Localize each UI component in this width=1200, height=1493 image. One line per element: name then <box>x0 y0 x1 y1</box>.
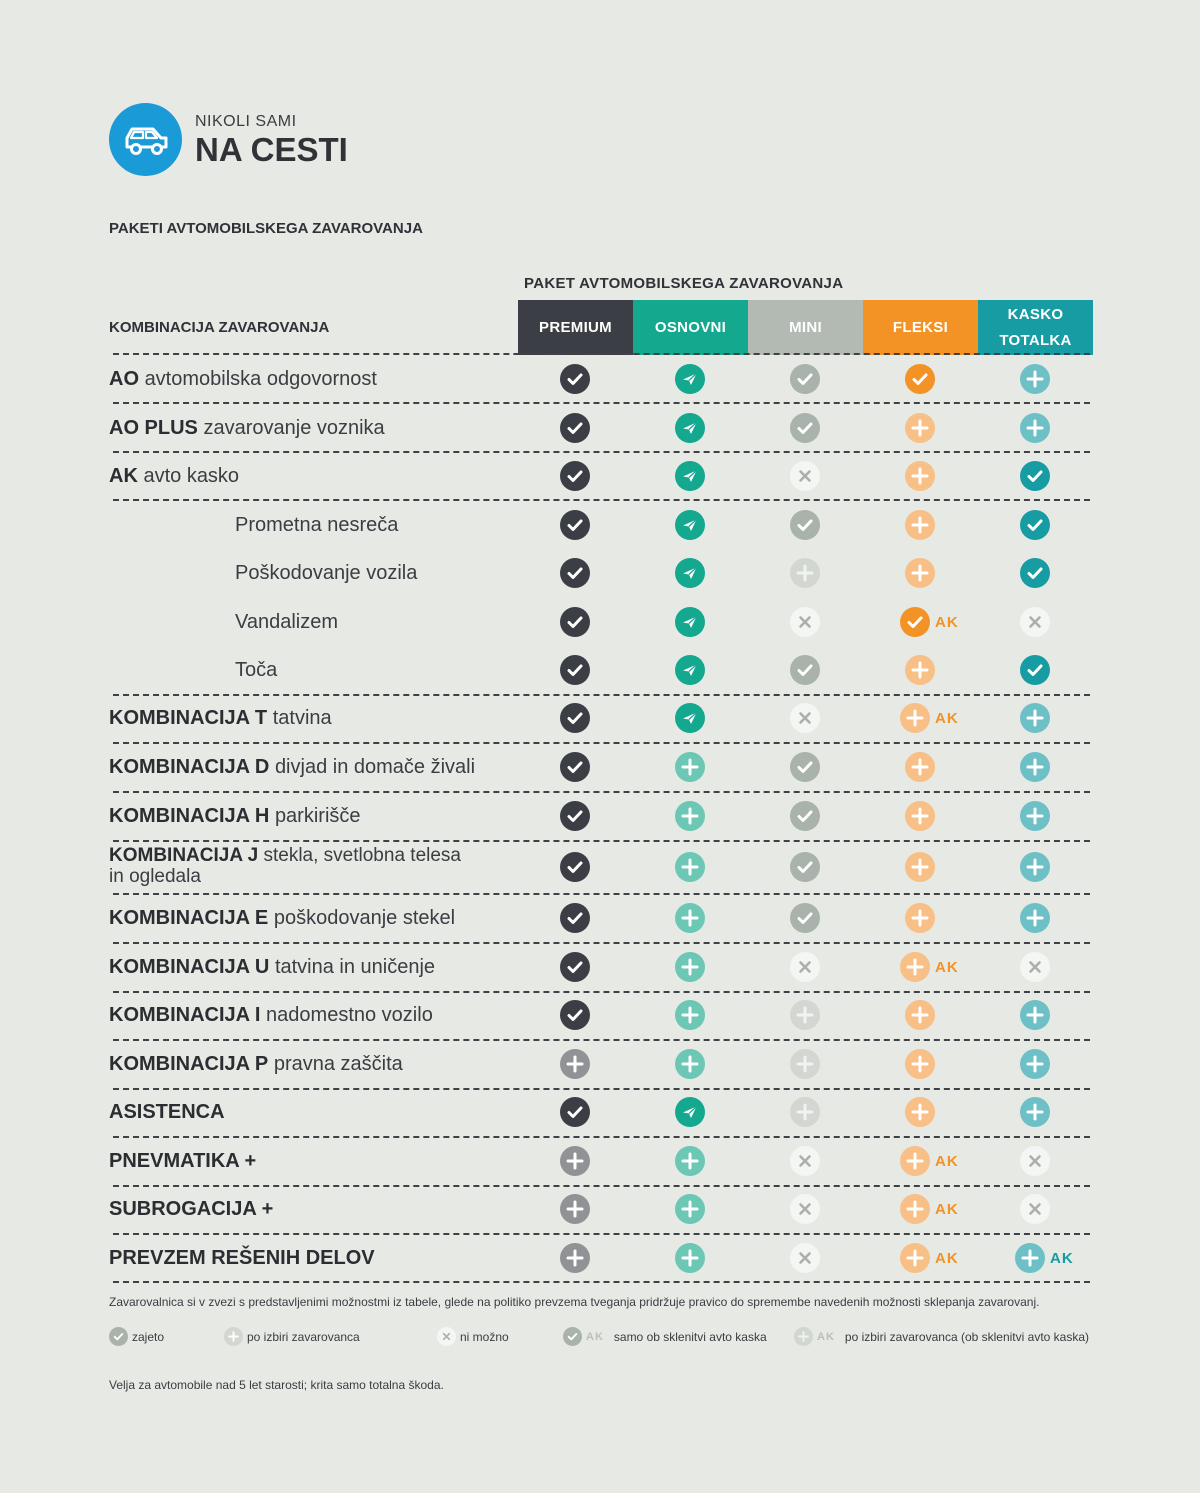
cell-fleksi <box>905 461 935 491</box>
cell-mini <box>790 1000 820 1030</box>
cell-mini <box>790 1049 820 1079</box>
row-label-bold: KOMBINACIJA P <box>109 1053 269 1075</box>
cell-osnovni <box>675 703 705 733</box>
check-icon <box>900 607 930 637</box>
cell-fleksi <box>905 558 935 588</box>
paper-plane-check-icon <box>675 607 705 637</box>
cell-osnovni <box>675 364 705 394</box>
cell-fleksi <box>905 1049 935 1079</box>
cell-kasko <box>1020 558 1050 588</box>
check-icon <box>790 413 820 443</box>
cell-kasko <box>1020 752 1050 782</box>
cell-premium <box>560 1097 590 1127</box>
row-label <box>109 1101 225 1123</box>
row-label <box>235 611 338 633</box>
check-icon <box>790 510 820 540</box>
cell-fleksi <box>905 1097 935 1127</box>
cell-osnovni <box>675 852 705 882</box>
row-label-bold: KOMBINACIJA D <box>109 756 270 778</box>
row-label-text: Toča <box>235 659 278 681</box>
row-label <box>109 1247 375 1269</box>
check-icon <box>905 364 935 394</box>
column-header-premium: PREMIUM <box>518 300 633 355</box>
row-label-text: nadomestno vozilo <box>266 1004 433 1026</box>
cell-premium <box>560 655 590 685</box>
cell-osnovni <box>675 607 705 637</box>
cell-premium <box>560 607 590 637</box>
row-label-bold: PREVZEM REŠENIH DELOV <box>109 1247 375 1269</box>
row-divider <box>113 1233 1090 1235</box>
cell-fleksi <box>905 413 935 443</box>
cell-osnovni <box>675 1243 705 1273</box>
cross-icon <box>437 1327 456 1346</box>
cell-fleksi <box>905 801 935 831</box>
footnote: Velja za avtomobile nad 5 let starosti; krita samo totalna škoda. <box>109 1378 444 1392</box>
row-label <box>109 1150 256 1172</box>
cell-premium <box>560 852 590 882</box>
row-label-text: avto kasko <box>143 465 240 487</box>
cell-kasko <box>1020 801 1050 831</box>
paper-plane-check-icon <box>675 655 705 685</box>
legend-ak-badge: AK <box>586 1330 604 1343</box>
cell-kasko <box>1020 952 1050 982</box>
ak-badge: AK <box>935 1200 959 1218</box>
row-label <box>235 514 398 536</box>
row-label <box>109 1004 433 1026</box>
plus-icon <box>790 1000 820 1030</box>
plus-icon <box>1020 1049 1050 1079</box>
cell-premium <box>560 752 590 782</box>
row-divider <box>113 1088 1090 1090</box>
cell-kasko <box>1020 461 1050 491</box>
plus-icon <box>560 1194 590 1224</box>
plus-icon <box>560 1243 590 1273</box>
paper-plane-check-icon <box>675 1097 705 1127</box>
row-label-bold: KOMBINACIJA I <box>109 1004 261 1026</box>
row-label-bold: PNEVMATIKA + <box>109 1150 257 1172</box>
row-label-bold: AO <box>109 368 139 390</box>
row-label-text: divjad in domače živali <box>274 756 476 778</box>
row-label <box>109 707 332 729</box>
cell-osnovni <box>675 801 705 831</box>
paper-plane-check-icon <box>675 364 705 394</box>
plus-icon <box>1020 1000 1050 1030</box>
cross-icon <box>790 952 820 982</box>
check-icon <box>560 558 590 588</box>
check-icon <box>1020 558 1050 588</box>
cross-icon <box>790 1243 820 1273</box>
check-icon <box>560 903 590 933</box>
row-divider <box>113 1281 1090 1283</box>
row-label-bold: KOMBINACIJA H <box>109 805 270 827</box>
cell-fleksi <box>905 752 935 782</box>
column-header-mini: MINI <box>748 300 863 355</box>
row-label-text-line2: in ogledala <box>109 866 201 887</box>
check-icon <box>560 607 590 637</box>
row-label-text: parkirišče <box>274 805 361 827</box>
ak-badge: AK <box>935 709 959 727</box>
cell-mini <box>790 558 820 588</box>
cell-mini <box>790 510 820 540</box>
check-icon <box>1020 510 1050 540</box>
plus-icon <box>224 1327 243 1346</box>
plus-icon <box>1020 752 1050 782</box>
plus-icon <box>790 1097 820 1127</box>
cell-mini <box>790 607 820 637</box>
check-icon <box>1020 461 1050 491</box>
plus-icon <box>675 952 705 982</box>
row-label <box>109 907 455 929</box>
cell-kasko <box>1020 413 1050 443</box>
cell-kasko <box>1020 510 1050 540</box>
cell-kasko <box>1020 607 1050 637</box>
plus-icon <box>905 461 935 491</box>
brand-logo <box>109 103 348 176</box>
plus-icon <box>1020 852 1050 882</box>
row-label-bold: AK <box>109 465 138 487</box>
cell-premium <box>560 1049 590 1079</box>
cell-premium <box>560 801 590 831</box>
plus-icon <box>675 852 705 882</box>
plus-icon <box>1020 1097 1050 1127</box>
cross-icon <box>1020 1146 1050 1176</box>
cell-premium <box>560 703 590 733</box>
disclaimer-note: Zavarovalnica si v zvezi s predstavljenimi možnostmi iz tabele, glede na politiko prevzema tveganja pridržuje pravico do spremembe navedenih možnosti sklepanja zavarovanj. <box>109 1295 1040 1309</box>
cell-mini <box>790 413 820 443</box>
check-icon <box>560 1000 590 1030</box>
plus-icon <box>675 1194 705 1224</box>
row-label-text: pravna zaščita <box>273 1053 403 1075</box>
cell-fleksi <box>905 903 935 933</box>
cell-kasko <box>1020 703 1050 733</box>
plus-icon <box>900 1146 930 1176</box>
plus-icon <box>900 703 930 733</box>
cell-mini <box>790 703 820 733</box>
car-icon <box>109 103 182 176</box>
legend-text: ni možno <box>460 1329 509 1344</box>
ak-badge: AK <box>1050 1249 1074 1267</box>
cell-premium <box>560 1146 590 1176</box>
ak-badge: AK <box>935 1152 959 1170</box>
check-icon <box>1020 655 1050 685</box>
logo-tagline: NIKOLI SAMI <box>195 113 297 130</box>
legend-text: po izbiri zavarovanca <box>247 1329 360 1344</box>
row-label-bold: KOMBINACIJA T <box>109 707 268 729</box>
legend <box>0 1327 1200 1347</box>
check-icon <box>560 952 590 982</box>
row-label-text: avtomobilska odgovornost <box>144 368 377 390</box>
row-label <box>109 1198 273 1220</box>
cross-icon <box>1020 607 1050 637</box>
check-icon <box>560 510 590 540</box>
row-label <box>109 368 377 390</box>
cell-mini <box>790 801 820 831</box>
cell-kasko <box>1020 852 1050 882</box>
plus-icon <box>905 1049 935 1079</box>
row-divider <box>113 742 1090 744</box>
cell-kasko <box>1020 1097 1050 1127</box>
check-icon <box>560 1097 590 1127</box>
check-icon <box>560 703 590 733</box>
plus-icon <box>675 1000 705 1030</box>
plus-icon <box>1020 413 1050 443</box>
row-divider <box>113 1039 1090 1041</box>
cell-fleksi <box>900 1243 959 1273</box>
cell-premium <box>560 413 590 443</box>
cell-mini <box>790 1146 820 1176</box>
cell-osnovni <box>675 903 705 933</box>
row-label <box>109 417 385 439</box>
ak-badge: AK <box>935 613 959 631</box>
cell-fleksi <box>900 1194 959 1224</box>
check-icon <box>560 364 590 394</box>
column-header-fleksi: FLEKSI <box>863 300 978 355</box>
plus-icon <box>905 413 935 443</box>
cell-osnovni <box>675 1146 705 1176</box>
cell-premium <box>560 952 590 982</box>
row-label <box>235 562 417 584</box>
row-divider <box>113 840 1090 842</box>
cell-mini <box>790 655 820 685</box>
plus-icon <box>794 1327 813 1346</box>
cell-osnovni <box>675 510 705 540</box>
row-label-bold: AO PLUS <box>109 417 198 439</box>
row-divider <box>113 942 1090 944</box>
cell-premium <box>560 1000 590 1030</box>
plus-icon <box>900 1194 930 1224</box>
cross-icon <box>1020 952 1050 982</box>
plus-icon <box>1020 801 1050 831</box>
cell-osnovni <box>675 461 705 491</box>
plus-icon <box>905 1000 935 1030</box>
paper-plane-check-icon <box>675 558 705 588</box>
check-icon <box>560 852 590 882</box>
cell-osnovni <box>675 558 705 588</box>
row-label <box>235 659 277 681</box>
plus-icon <box>905 852 935 882</box>
cell-premium <box>560 903 590 933</box>
legend-item <box>437 1327 509 1346</box>
cell-kasko <box>1020 1194 1050 1224</box>
plus-icon <box>1020 903 1050 933</box>
row-label-text: tatvina <box>272 707 332 729</box>
check-icon <box>109 1327 128 1346</box>
row-divider <box>113 1185 1090 1187</box>
cross-icon <box>790 1194 820 1224</box>
check-icon <box>790 801 820 831</box>
plus-icon <box>675 801 705 831</box>
cell-osnovni <box>675 1097 705 1127</box>
legend-ak-badge: AK <box>817 1330 835 1343</box>
row-label <box>109 756 475 778</box>
paper-plane-check-icon <box>675 510 705 540</box>
row-divider <box>113 893 1090 895</box>
cell-premium <box>560 558 590 588</box>
plus-icon <box>905 558 935 588</box>
cell-fleksi <box>905 364 935 394</box>
row-label-text: tatvina in uničenje <box>274 956 436 978</box>
cell-osnovni <box>675 1194 705 1224</box>
cell-premium <box>560 1194 590 1224</box>
cell-osnovni <box>675 752 705 782</box>
legend-item <box>109 1327 164 1346</box>
row-label-text: Prometna nesreča <box>235 514 399 536</box>
row-divider <box>113 791 1090 793</box>
cell-mini <box>790 1194 820 1224</box>
cell-fleksi <box>905 655 935 685</box>
plus-icon <box>560 1146 590 1176</box>
row-divider <box>113 991 1090 993</box>
plus-icon <box>905 510 935 540</box>
cell-mini <box>790 852 820 882</box>
plus-icon <box>900 1243 930 1273</box>
check-icon <box>790 852 820 882</box>
cell-fleksi <box>900 1146 959 1176</box>
paper-plane-check-icon <box>675 703 705 733</box>
cell-kasko <box>1020 1146 1050 1176</box>
cell-fleksi <box>900 952 959 982</box>
cell-mini <box>790 461 820 491</box>
cell-osnovni <box>675 1000 705 1030</box>
column-header-kasko: KASKO TOTALKA <box>978 300 1093 355</box>
cell-kasko <box>1020 364 1050 394</box>
plus-icon <box>905 655 935 685</box>
paper-plane-check-icon <box>675 413 705 443</box>
plus-icon <box>675 1049 705 1079</box>
legend-text: zajeto <box>132 1329 165 1344</box>
cross-icon <box>790 461 820 491</box>
plus-icon <box>675 1146 705 1176</box>
paper-plane-check-icon <box>675 461 705 491</box>
row-divider <box>113 1136 1090 1138</box>
check-icon <box>790 752 820 782</box>
check-icon <box>790 655 820 685</box>
row-label <box>109 465 239 487</box>
check-icon <box>560 801 590 831</box>
cell-fleksi <box>905 852 935 882</box>
check-icon <box>560 413 590 443</box>
row-label-text: poškodovanje stekel <box>273 907 456 929</box>
plus-icon <box>905 903 935 933</box>
cell-osnovni <box>675 1049 705 1079</box>
ak-badge: AK <box>935 958 959 976</box>
row-divider <box>113 694 1090 696</box>
check-icon <box>560 655 590 685</box>
cell-mini <box>790 903 820 933</box>
cell-kasko <box>1015 1243 1074 1273</box>
cross-icon <box>790 703 820 733</box>
package-group-title: PAKET AVTOMOBILSKEGA ZAVAROVANJA <box>524 275 844 292</box>
row-label-text: Vandalizem <box>235 611 339 633</box>
cell-premium <box>560 364 590 394</box>
plus-icon <box>905 1097 935 1127</box>
page-title: PAKETI AVTOMOBILSKEGA ZAVAROVANJA <box>109 220 423 237</box>
check-icon <box>790 364 820 394</box>
cross-icon <box>790 1146 820 1176</box>
plus-icon <box>675 752 705 782</box>
row-label <box>109 805 361 827</box>
legend-item <box>224 1327 360 1346</box>
row-label-text: zavarovanje voznika <box>203 417 385 439</box>
plus-icon <box>790 1049 820 1079</box>
cell-mini <box>790 952 820 982</box>
cell-fleksi <box>900 607 959 637</box>
legend-text: po izbiri zavarovanca (ob sklenitvi avto kaska) <box>844 1329 1089 1344</box>
cross-icon <box>790 607 820 637</box>
cell-kasko <box>1020 1049 1050 1079</box>
row-divider <box>113 499 1090 501</box>
legend-item <box>794 1327 1089 1346</box>
cell-osnovni <box>675 413 705 443</box>
row-label-bold: KOMBINACIJA J <box>109 845 259 866</box>
plus-icon <box>560 1049 590 1079</box>
row-label-bold: KOMBINACIJA U <box>109 956 270 978</box>
row-divider <box>113 402 1090 404</box>
cell-premium <box>560 1243 590 1273</box>
row-label <box>109 845 461 887</box>
cell-kasko <box>1020 1000 1050 1030</box>
cell-mini <box>790 752 820 782</box>
plus-icon <box>900 952 930 982</box>
row-label-bold: SUBROGACIJA + <box>109 1198 274 1220</box>
row-label <box>109 956 435 978</box>
cell-fleksi <box>900 703 959 733</box>
plus-icon <box>790 558 820 588</box>
check-icon <box>790 903 820 933</box>
cell-mini <box>790 364 820 394</box>
plus-icon <box>905 801 935 831</box>
plus-icon <box>675 903 705 933</box>
column-header-osnovni: OSNOVNI <box>633 300 748 355</box>
row-label <box>109 1053 403 1075</box>
plus-icon <box>905 752 935 782</box>
plus-icon <box>1020 703 1050 733</box>
cell-kasko <box>1020 903 1050 933</box>
check-icon <box>560 461 590 491</box>
cell-mini <box>790 1097 820 1127</box>
row-label-bold: KOMBINACIJA E <box>109 907 269 929</box>
plus-icon <box>1015 1243 1045 1273</box>
check-icon <box>563 1327 582 1346</box>
row-label-text: stekla, svetlobna telesa <box>263 845 461 866</box>
cell-kasko <box>1020 655 1050 685</box>
cell-fleksi <box>905 510 935 540</box>
row-label-bold: ASISTENCA <box>109 1101 225 1123</box>
row-divider <box>113 451 1090 453</box>
cell-osnovni <box>675 952 705 982</box>
ak-badge: AK <box>935 1249 959 1267</box>
cell-premium <box>560 510 590 540</box>
legend-item <box>563 1327 767 1346</box>
plus-icon <box>1020 364 1050 394</box>
legend-text: samo ob sklenitvi avto kaska <box>613 1329 767 1344</box>
cell-fleksi <box>905 1000 935 1030</box>
row-divider <box>113 353 1090 355</box>
cross-icon <box>1020 1194 1050 1224</box>
cell-mini <box>790 1243 820 1273</box>
cell-premium <box>560 461 590 491</box>
logo-title: NA CESTI <box>195 131 348 168</box>
row-label-text: Poškodovanje vozila <box>235 562 418 584</box>
plus-icon <box>675 1243 705 1273</box>
combination-header: KOMBINACIJA ZAVAROVANJA <box>109 319 330 336</box>
cell-osnovni <box>675 655 705 685</box>
check-icon <box>560 752 590 782</box>
